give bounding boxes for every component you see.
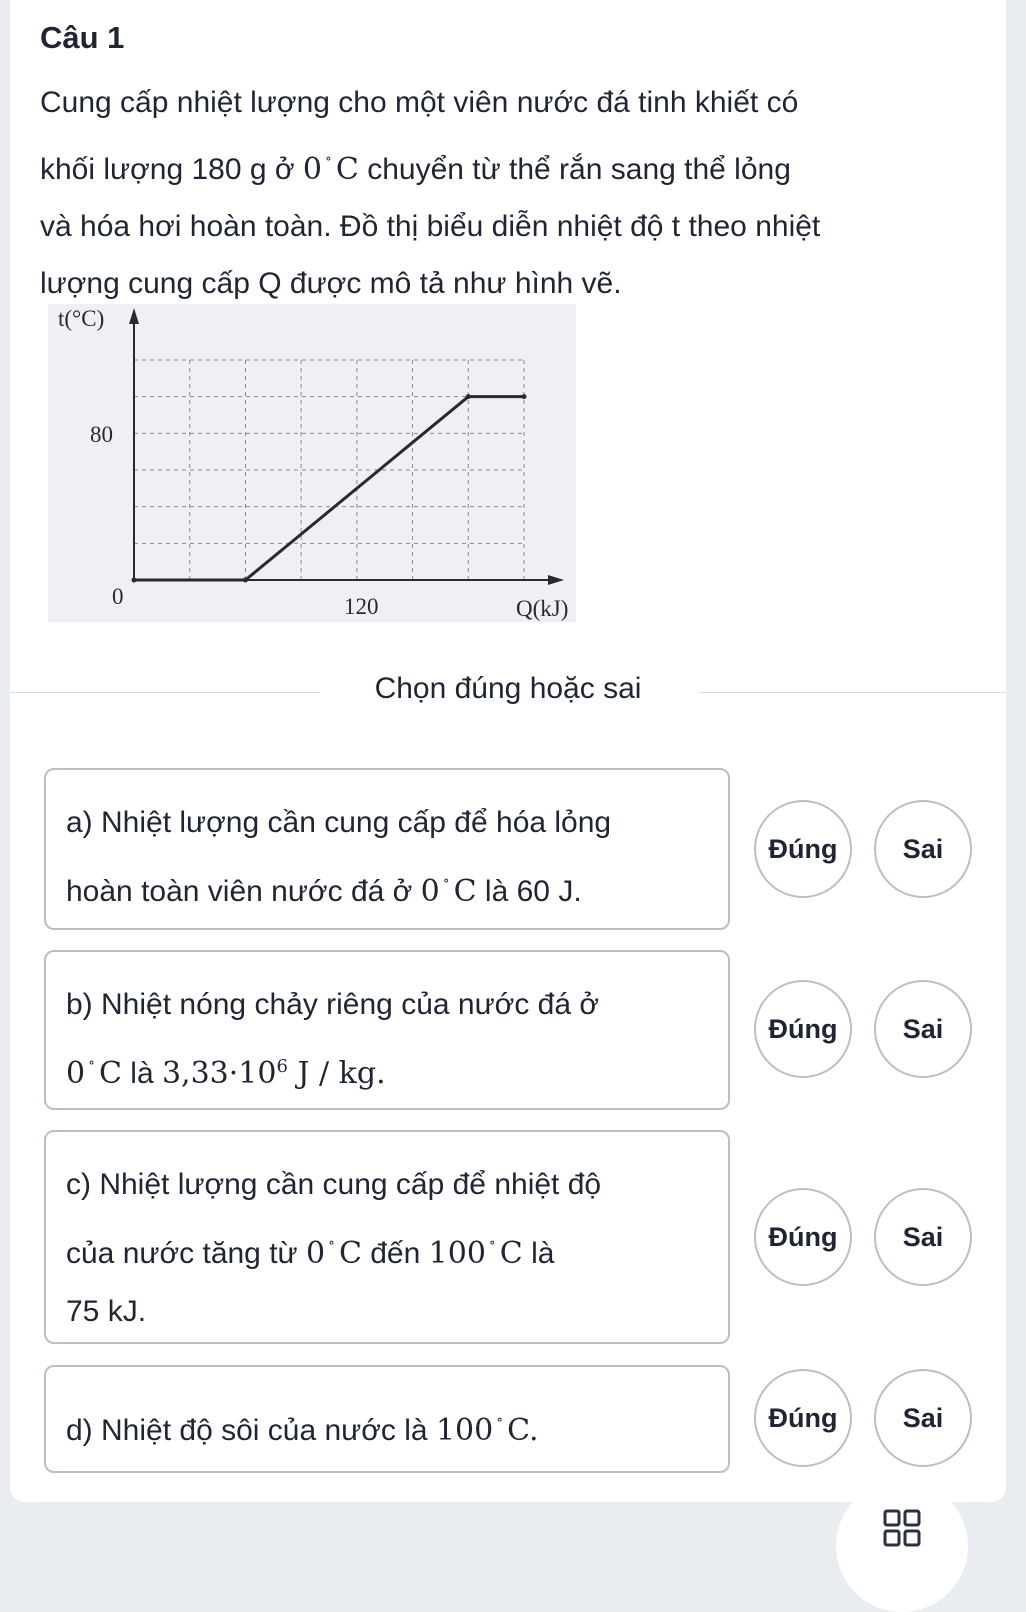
temp-unit: C [335, 152, 359, 187]
statement-a-true-button[interactable]: Đúng [754, 800, 852, 898]
statement-d-box [44, 1365, 730, 1473]
statement-c [44, 1130, 984, 1344]
x-tick-label-120: 120 [344, 594, 379, 619]
statement-a-line-2: hoàn toàn viên nước đá ở 0 ∘ C là 60 J. [66, 873, 582, 909]
statement-c-line-2: của nước tăng từ 0 ∘ C đến 100 ∘ C là [66, 1235, 555, 1271]
statement-a-temp: 0 [420, 874, 440, 909]
statement-c-temp-to: 100 [428, 1236, 486, 1271]
statement-d-temp: 100 [435, 1413, 494, 1448]
statement-c-line-2-post: là [522, 1237, 555, 1270]
statement-a-false-button[interactable]: Sai [874, 800, 972, 898]
temp-value: 0 [302, 152, 323, 187]
question-line-3: và hóa hơi hoàn toàn. Đồ thị biểu diễn nhiệt độ t theo nhiệt [40, 210, 821, 243]
statement-b-box [44, 950, 730, 1110]
divider-line-right [700, 692, 1006, 693]
statement-d-true-button[interactable]: Đúng [754, 1369, 852, 1467]
section-divider [10, 668, 1006, 714]
statement-b-line-2-mid: là [121, 1057, 162, 1090]
statement-c-unit-to: C [499, 1236, 523, 1271]
series-point [132, 578, 137, 583]
statement-c-line-3: 75 kJ. [66, 1295, 147, 1328]
chart-svg [40, 296, 580, 626]
statement-d [44, 1365, 984, 1473]
statement-c-box [44, 1130, 730, 1344]
statement-c-temp-from: 0 [305, 1236, 326, 1271]
question-line-2-pre: khối lượng 180 g ở [40, 153, 303, 186]
question-line-2: khối lượng 180 g ở 0 ∘ C chuyển từ thể rắn sang thể lỏng [40, 151, 791, 187]
statement-a-unit: C [453, 874, 477, 909]
statement-d-line-1: d) Nhiệt độ sôi của nước là 100 ∘ C. [66, 1412, 539, 1448]
series-point [243, 578, 248, 583]
statement-a [44, 768, 984, 930]
statement-b-temp: 0 [66, 1056, 86, 1091]
statement-c-line-2-pre: của nước tăng từ [66, 1237, 306, 1270]
question-title: Câu 1 [40, 20, 125, 55]
statement-b-exponent: 6 [276, 1056, 288, 1077]
statement-c-line-1: c) Nhiệt lượng cần cung cấp để nhiệt độ [66, 1168, 602, 1201]
statement-b-value: 3,33·10 [161, 1056, 277, 1091]
question-line-4: lượng cung cấp Q được mô tả như hình vẽ. [40, 267, 622, 300]
statement-c-line-2-mid: đến [361, 1237, 429, 1270]
statement-a-line-2-pre: hoàn toàn viên nước đá ở [66, 875, 421, 908]
x-tick-label-0: 0 [112, 584, 124, 609]
statement-b-unit: C [98, 1056, 122, 1091]
chart-background [48, 304, 576, 622]
temperature-heat-chart [40, 296, 580, 631]
statement-a-line-2-post: là 60 J. [476, 875, 582, 908]
series-point [522, 394, 527, 399]
statement-b-true-button[interactable]: Đúng [754, 980, 852, 1078]
statement-b-line-1: b) Nhiệt nóng chảy riêng của nước đá ở [66, 988, 600, 1021]
statement-d-line-1-pre: d) Nhiệt độ sôi của nước là [66, 1414, 436, 1447]
statement-b [44, 950, 984, 1110]
question-grid-button[interactable] [836, 1480, 968, 1612]
y-tick-label-80: 80 [90, 422, 113, 447]
grid-icon [882, 1508, 922, 1548]
statement-a-box [44, 768, 730, 930]
statement-a-line-1: a) Nhiệt lượng cần cung cấp để hóa lỏng [66, 806, 612, 839]
statement-b-line-2: 0 ∘ C là $3,33\cdot 10^6$ J / kg. [66, 1055, 386, 1091]
series-point [466, 394, 471, 399]
question-text [40, 74, 970, 312]
x-axis-label: Q(kJ) [516, 596, 569, 621]
section-label: Chọn đúng hoặc sai [374, 672, 642, 705]
statement-b-false-button[interactable]: Sai [874, 980, 972, 1078]
statement-d-false-button[interactable]: Sai [874, 1369, 972, 1467]
statement-c-true-button[interactable]: Đúng [754, 1188, 852, 1286]
statement-b-units: J / kg. [287, 1056, 386, 1091]
question-line-2-post: chuyển từ thể rắn sang thể lỏng [358, 153, 791, 186]
statement-c-unit-from: C [338, 1236, 362, 1271]
y-axis-label: t(°C) [58, 306, 105, 331]
question-line-1: Cung cấp nhiệt lượng cho một viên nước đá tinh khiết có [40, 86, 799, 119]
statement-c-false-button[interactable]: Sai [874, 1188, 972, 1286]
statement-d-unit: C. [507, 1413, 539, 1448]
